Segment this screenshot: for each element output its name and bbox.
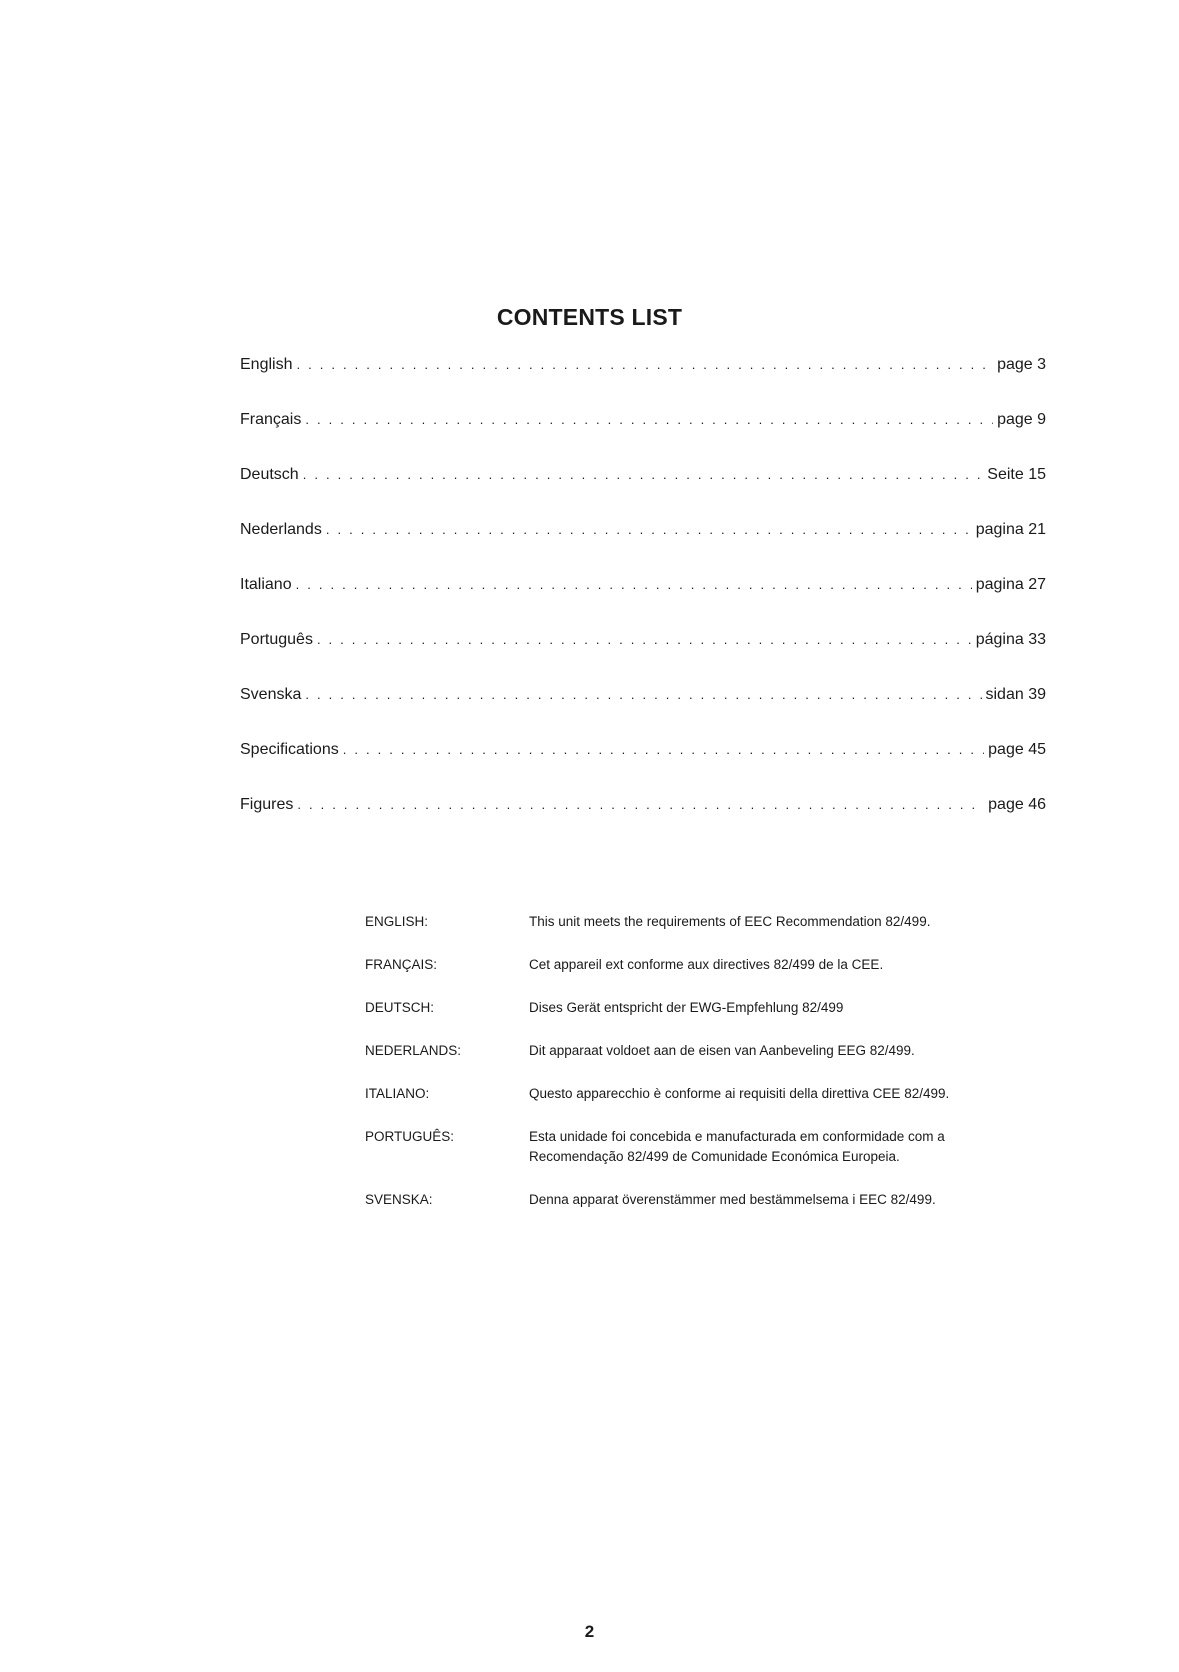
toc-page-ref: Seite 15 <box>987 466 1046 483</box>
compliance-text: Cet appareil ext conforme aux directives 82/499 de la CEE. <box>529 957 884 972</box>
toc-label: English <box>240 356 293 373</box>
compliance-row-nederlands <box>365 1041 1005 1061</box>
dot-leader <box>297 797 984 812</box>
toc-page-ref: page 45 <box>988 741 1046 758</box>
compliance-row-english <box>365 912 1005 932</box>
compliance-row-svenska <box>365 1190 1005 1210</box>
compliance-statements <box>365 912 1005 1233</box>
page-title: CONTENTS LIST <box>496 304 683 330</box>
dot-leader <box>326 522 972 537</box>
toc-entry-portugues[interactable] <box>240 631 1046 686</box>
compliance-row-portugues <box>365 1127 1005 1167</box>
compliance-row-italiano <box>365 1084 1005 1104</box>
compliance-text: Dit apparaat voldoet aan de eisen van Aanbeveling EEG 82/499. <box>529 1043 915 1058</box>
toc-page-ref: page 3 <box>997 356 1046 373</box>
compliance-text: This unit meets the requirements of EEC Recommendation 82/499. <box>529 914 931 929</box>
toc-label: Português <box>240 631 313 648</box>
dot-leader <box>343 742 984 757</box>
compliance-row-deutsch <box>365 998 1005 1018</box>
compliance-language: DEUTSCH: <box>365 1000 435 1015</box>
dot-leader <box>317 632 972 647</box>
toc-label: Nederlands <box>240 521 322 538</box>
dot-leader <box>305 687 981 702</box>
dot-leader <box>305 412 993 427</box>
toc-page-ref: pagina 27 <box>975 576 1046 593</box>
compliance-row-francais <box>365 955 1005 975</box>
toc-page-ref: pagina 21 <box>975 521 1046 538</box>
compliance-language: ITALIANO: <box>365 1086 430 1101</box>
toc-entry-deutsch[interactable] <box>240 466 1046 521</box>
toc-label: Figures <box>240 796 294 813</box>
dot-leader <box>303 467 984 482</box>
toc-entry-specifications[interactable] <box>240 741 1046 796</box>
compliance-text: Denna apparat överenstämmer med bestämmelsema i EEC 82/499. <box>529 1192 936 1207</box>
contents-list <box>240 356 1046 851</box>
toc-entry-francais[interactable] <box>240 411 1046 466</box>
toc-page-ref: sidan 39 <box>985 686 1046 703</box>
compliance-text: Esta unidade foi concebida e manufacturada em conformidade com a Recomendação 82/499 de Comunidade Económica Europeia. <box>529 1129 945 1164</box>
compliance-text: Dises Gerät entspricht der EWG-Empfehlung 82/499 <box>529 1000 844 1015</box>
toc-label: Italiano <box>240 576 292 593</box>
dot-leader <box>296 577 972 592</box>
toc-entry-nederlands[interactable] <box>240 521 1046 576</box>
toc-page-ref: page 46 <box>988 796 1046 813</box>
toc-page-ref: page 9 <box>997 411 1046 428</box>
toc-label: Specifications <box>240 741 339 758</box>
toc-label: Svenska <box>240 686 302 703</box>
toc-entry-italiano[interactable] <box>240 576 1046 631</box>
compliance-language: ENGLISH: <box>365 914 429 929</box>
toc-entry-english[interactable] <box>240 356 1046 411</box>
toc-page-ref: página 33 <box>975 631 1046 648</box>
compliance-language: SVENSKA: <box>365 1192 433 1207</box>
toc-entry-svenska[interactable] <box>240 686 1046 741</box>
dot-leader <box>296 357 993 372</box>
compliance-language: FRANÇAIS: <box>365 957 438 972</box>
page-number: 2 <box>584 1622 595 1641</box>
toc-entry-figures[interactable] <box>240 796 1046 851</box>
toc-label: Deutsch <box>240 466 299 483</box>
toc-label: Français <box>240 411 302 428</box>
compliance-text: Questo apparecchio è conforme ai requisiti della direttiva CEE 82/499. <box>529 1086 950 1101</box>
compliance-language: NEDERLANDS: <box>365 1043 462 1058</box>
compliance-language: PORTUGUÊS: <box>365 1129 455 1144</box>
